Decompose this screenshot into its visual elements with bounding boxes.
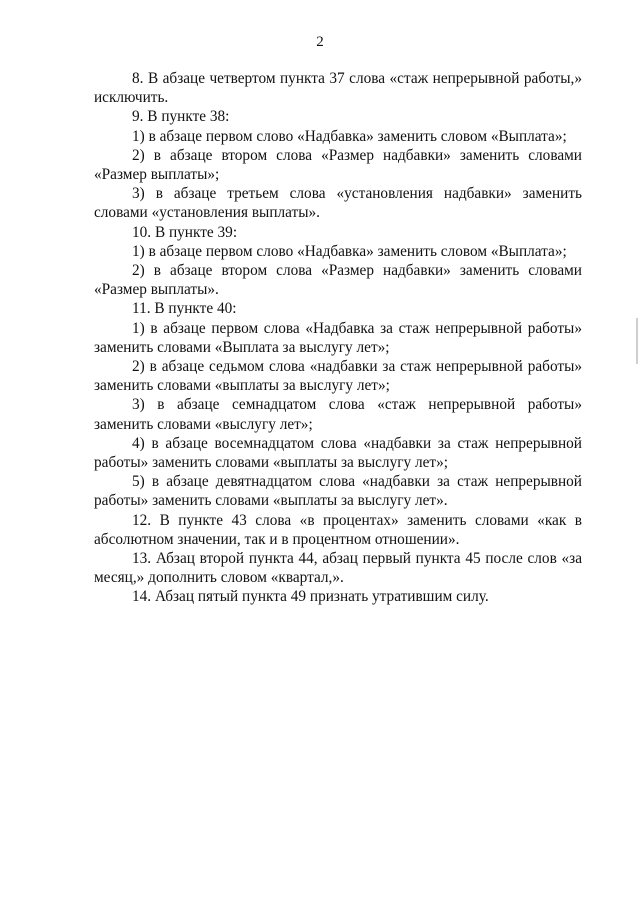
paragraph-item-9-sub-3: 3) в абзаце третьем слова «установления надбавки» заменить словами «установления выплаты».: [94, 185, 582, 222]
page-number: 2: [316, 34, 324, 50]
paragraph-item-8: 8. В абзаце четвертом пункта 37 слова «стаж непрерывной работы,» исключить.: [94, 70, 582, 107]
paragraph-item-13: 13. Абзац второй пункта 44, абзац первый пункта 45 после слов «за месяц,» дополнить словом «квартал,».: [94, 550, 582, 587]
document-body: [94, 69, 582, 607]
paragraph-item-12: 12. В пункте 43 слова «в процентах» заменить словами «как в абсолютном значении, так и в процентном отношении».: [94, 511, 582, 548]
paragraph-item-10-sub-1: 1) в абзаце первом слово «Надбавка» заменить словом «Выплата»;: [132, 242, 567, 260]
paragraph-item-11-sub-3: 3) в абзаце семнадцатом слова «стаж непрерывной работы» заменить словами «выслугу лет»;: [94, 396, 582, 433]
paragraph-item-14: 14. Абзац пятый пункта 49 признать утратившим силу.: [132, 588, 489, 606]
paragraph-item-11-sub-1: 1) в абзаце первом слова «Надбавка за стаж непрерывной работы» заменить словами «Выплата за выслугу лет»;: [94, 319, 582, 356]
paragraph-item-10-sub-2: 2) в абзаце втором слова «Размер надбавки» заменить словами «Размер выплаты».: [94, 262, 582, 299]
paragraph-item-11-heading: 11. В пункте 40:: [132, 300, 237, 318]
paragraph-item-9-heading: 9. В пункте 38:: [132, 108, 230, 126]
paragraph-item-9-sub-2: 2) в абзаце втором слова «Размер надбавки» заменить словами «Размер выплаты»;: [94, 146, 582, 184]
paragraph-item-9-sub-1: 1) в абзаце первом слово «Надбавка» заменить словом «Выплата»;: [132, 127, 567, 145]
scan-edge-mark: [636, 318, 638, 364]
paragraph-item-11-sub-4: 4) в абзаце восемнадцатом слова «надбавки за стаж непрерывной работы» заменить словами «выплаты за выслугу лет»;: [94, 434, 582, 472]
paragraph-item-11-sub-5: 5) в абзаце девятнадцатом слова «надбавки за стаж непрерывной работы» заменить словами «выплаты за выслугу лет».: [94, 473, 582, 510]
paragraph-item-11-sub-2: 2) в абзаце седьмом слова «надбавки за стаж непрерывной работы» заменить словами «выплаты за выслугу лет»;: [94, 358, 582, 395]
paragraph-item-10-heading: 10. В пункте 39:: [132, 223, 238, 241]
